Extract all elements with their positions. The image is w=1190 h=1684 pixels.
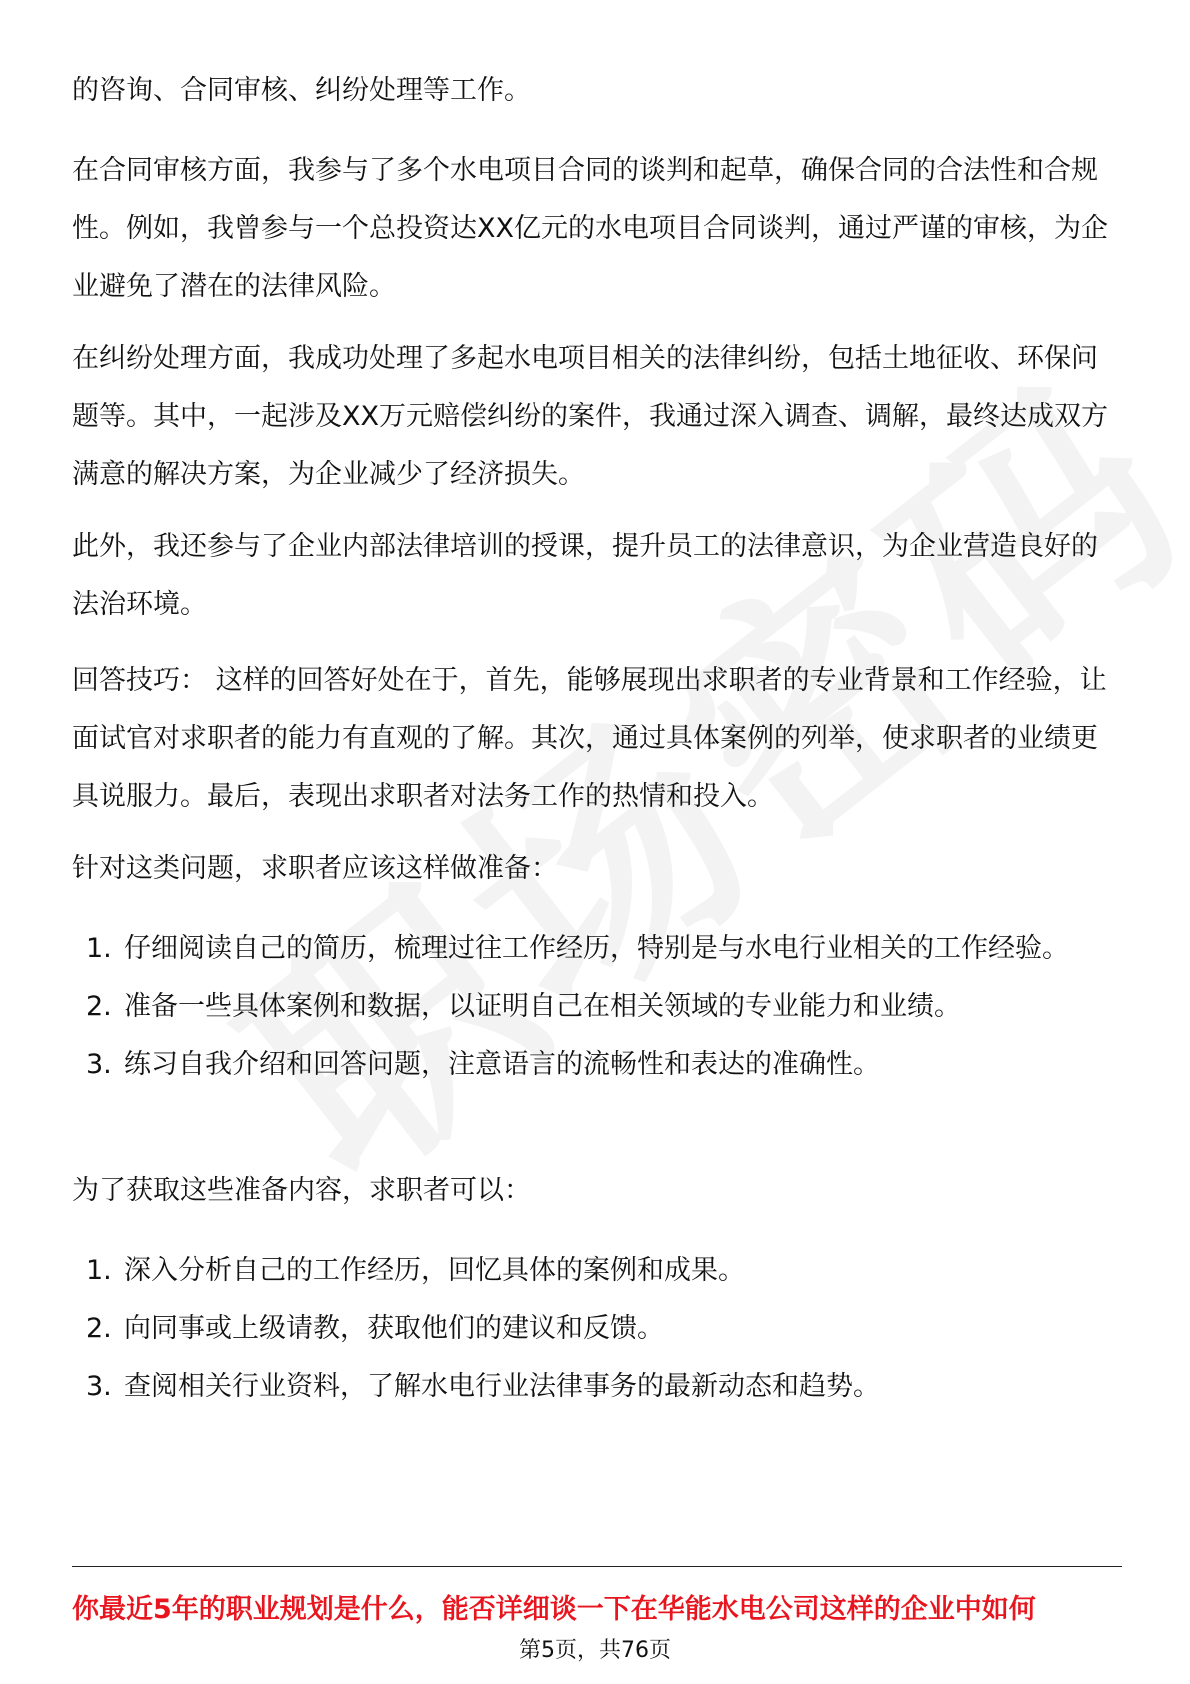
- list-item: [72, 1242, 1122, 1300]
- paragraph-3: 在纠纷处理方面，我成功处理了多起水电项目相关的法律纠纷，包括土地征收、环保问题等。其中，一起涉及XX万元赔偿纠纷的案件，我通过深入调查、调解，最终达成双方满意的解决方案，为企业减少了经济损失。: [72, 343, 1108, 490]
- paragraph-acquire-intro: 为了获取这些准备内容，求职者可以：: [72, 1175, 531, 1206]
- paragraph-answer-tips: 回答技巧： 这样的回答好处在于，首先，能够展现出求职者的专业背景和工作经验，让面试官对求职者的能力有直观的了解。其次，通过具体案例的列举，使求职者的业绩更具说服力。最后，表现出求职者对法务工作的热情和投入。: [72, 665, 1107, 812]
- paragraph-2: 在合同审核方面，我参与了多个水电项目合同的谈判和起草，确保合同的合法性和合规性。例如，我曾参与一个总投资达XX亿元的水电项目合同谈判，通过严谨的审核，为企业避免了潜在的法律风险。: [72, 155, 1108, 302]
- list-text: 仔细阅读自己的简历，梳理过往工作经历，特别是与水电行业相关的工作经验。: [124, 933, 1069, 964]
- list-text: 准备一些具体案例和数据，以证明自己在相关领域的专业能力和业绩。: [124, 991, 961, 1022]
- paragraph-1: 的咨询、合同审核、纠纷处理等工作。: [72, 75, 531, 106]
- list-text: 查阅相关行业资料，了解水电行业法律事务的最新动态和趋势。: [124, 1371, 880, 1402]
- list-number: 1.: [86, 1255, 112, 1286]
- list-item: [72, 920, 1122, 978]
- paragraph-prep-intro: 针对这类问题，求职者应该这样做准备：: [72, 853, 558, 884]
- list-number: 3.: [86, 1049, 112, 1080]
- paragraph-4: 此外，我还参与了企业内部法律培训的授课，提升员工的法律意识，为企业营造良好的法治环境。: [72, 531, 1098, 620]
- divider: [72, 1566, 1122, 1567]
- list-number: 1.: [86, 933, 112, 964]
- list-number: 2.: [86, 991, 112, 1022]
- list-item: [72, 1358, 1122, 1416]
- next-question-heading: 你最近5年的职业规划是什么，能否详细谈一下在华能水电公司这样的企业中如何: [72, 1594, 1036, 1625]
- list-item: [72, 978, 1122, 1036]
- list-item: [72, 1036, 1122, 1094]
- prep-list: [72, 920, 1122, 1094]
- list-text: 向同事或上级请教，获取他们的建议和反馈。: [124, 1313, 664, 1344]
- list-item: [72, 1300, 1122, 1358]
- acquire-list: [72, 1242, 1122, 1416]
- list-number: 2.: [86, 1313, 112, 1344]
- list-text: 练习自我介绍和回答问题，注意语言的流畅性和表达的准确性。: [124, 1049, 880, 1080]
- list-number: 3.: [86, 1371, 112, 1402]
- list-text: 深入分析自己的工作经历，回忆具体的案例和成果。: [124, 1255, 745, 1286]
- page-number: 第5页，共76页: [519, 1638, 671, 1663]
